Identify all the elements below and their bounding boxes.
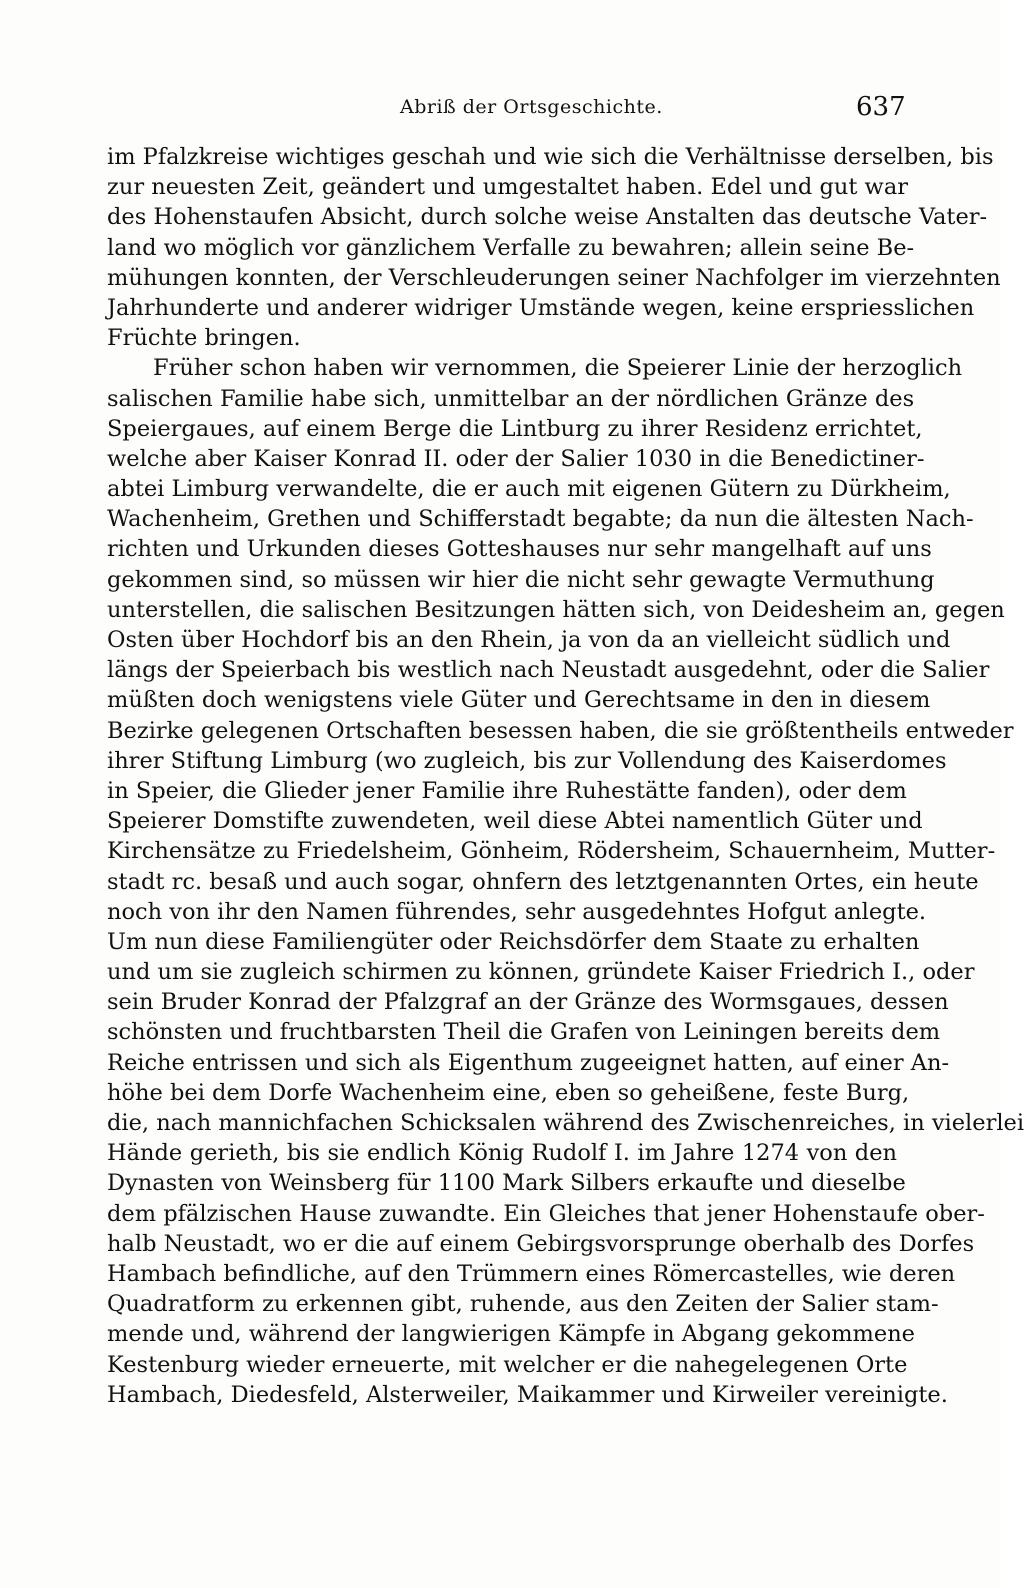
text-line: im Pfalzkreise wichtiges geschah und wie sich die Verhältnisse derselben, bis — [107, 144, 994, 170]
text-line: Hände gerieth, bis sie endlich König Rudolf I. im Jahre 1274 von den — [107, 1140, 897, 1167]
text-line: längs der Speierbach bis westlich nach Neustadt ausgedehnt, oder die Salier — [107, 657, 990, 684]
text-line: halb Neustadt, wo er die auf einem Gebirgsvorsprunge oberhalb des Dorfes — [107, 1230, 975, 1257]
text-line: Speiergaues, auf einem Berge die Lintburg zu ihrer Residenz errichtet, — [107, 415, 923, 442]
text-line: zur neuesten Zeit, geändert und umgestaltet haben. Edel und gut war — [107, 174, 908, 201]
text-line: Früher schon haben wir vernommen, die Speierer Linie der herzoglich — [153, 355, 963, 382]
text-line: welche aber Kaiser Konrad II. oder der Salier 1030 in die Benedictiner- — [107, 445, 925, 472]
text-line: Quadratform zu erkennen gibt, ruhende, aus den Zeiten der Salier stam- — [107, 1291, 939, 1318]
text-line: ihrer Stiftung Limburg (wo zugleich, bis zur Vollendung des Kaiserdomes — [107, 747, 947, 774]
text-line: des Hohenstaufen Absicht, durch solche weise Anstalten das deutsche Vater- — [107, 204, 988, 231]
text-line: Hambach, Diedesfeld, Alsterweiler, Maikammer und Kirweiler vereinigte. — [107, 1381, 948, 1408]
text-line: Früchte bringen. — [107, 325, 301, 352]
page-number: 637 — [856, 92, 906, 122]
running-head-title: Abriß der Ortsgeschichte. — [400, 96, 663, 118]
text-line: Osten über Hochdorf bis an den Rhein, ja von da an vielleicht südlich und — [107, 627, 951, 653]
text-line: sein Bruder Konrad der Pfalzgraf an der Gränze des Wormsgaues, dessen — [107, 989, 949, 1016]
text-line: Bezirke gelegenen Ortschaften besessen haben, die sie größtentheils entweder — [107, 717, 1014, 744]
text-line: die, nach mannichfachen Schicksalen während des Zwischenreiches, in vielerlei — [107, 1110, 1024, 1136]
text-line: Wachenheim, Grethen und Schifferstadt begabte; da nun die ältesten Nach- — [107, 506, 974, 533]
text-line: richten und Urkunden dieses Gotteshauses nur sehr mangelhaft auf uns — [107, 536, 932, 563]
text-line: schönsten und fruchtbarsten Theil die Grafen von Leiningen bereits dem — [107, 1019, 941, 1046]
text-line: Dynasten von Weinsberg für 1100 Mark Silbers erkaufte und dieselbe — [107, 1170, 906, 1197]
text-line: Kirchensätze zu Friedelsheim, Gönheim, Rödersheim, Schauernheim, Mutter- — [107, 838, 996, 865]
text-line: land wo möglich vor gänzlichem Verfalle zu bewahren; allein seine Be- — [107, 234, 915, 261]
text-line: salischen Familie habe sich, unmittelbar an der nördlichen Gränze des — [107, 385, 915, 412]
text-line: und um sie zugleich schirmen zu können, gründete Kaiser Friedrich I., oder — [107, 959, 975, 986]
body-text — [107, 142, 1024, 1410]
text-line: Hambach befindliche, auf den Trümmern eines Römercastelles, wie deren — [107, 1260, 956, 1287]
text-line: dem pfälzischen Hause zuwandte. Ein Gleiches that jener Hohenstaufe ober- — [107, 1200, 985, 1227]
text-line: Um nun diese Familiengüter oder Reichsdörfer dem Staate zu erhalten — [107, 928, 920, 955]
text-line: noch von ihr den Namen führendes, sehr ausgedehntes Hofgut anlegte. — [107, 898, 927, 925]
text-line: höhe bei dem Dorfe Wachenheim eine, eben so geheißene, feste Burg, — [107, 1079, 910, 1106]
text-line: Kestenburg wieder erneuerte, mit welcher er die nahegelegenen Orte — [107, 1351, 908, 1378]
text-line: Reiche entrissen und sich als Eigenthum zugeeignet hatten, auf einer An- — [107, 1049, 950, 1076]
text-line: in Speier, die Glieder jener Familie ihre Ruhestätte fanden), oder dem — [107, 777, 907, 804]
text-line: Jahrhunderte und anderer widriger Umstände wegen, keine erspriesslichen — [107, 294, 975, 321]
text-line: Speierer Domstifte zuwendeten, weil diese Abtei namentlich Güter und — [107, 808, 923, 835]
text-line: stadt rc. besaß und auch sogar, ohnfern des letztgenannten Ortes, ein heute — [107, 868, 979, 895]
text-line: gekommen sind, so müssen wir hier die nicht sehr gewagte Vermuthung — [107, 566, 935, 593]
text-line: mende und, während der langwierigen Kämpfe in Abgang gekommene — [107, 1321, 916, 1348]
text-line: abtei Limburg verwandelte, die er auch mit eigenen Gütern zu Dürkheim, — [107, 476, 951, 503]
text-line: unterstellen, die salischen Besitzungen hätten sich, von Deidesheim an, gegen — [107, 596, 1005, 623]
text-line: mühungen konnten, der Verschleuderungen seiner Nachfolger im vierzehnten — [107, 264, 1001, 291]
text-line: müßten doch wenigstens viele Güter und Gerechtsame in den in diesem — [107, 687, 931, 714]
